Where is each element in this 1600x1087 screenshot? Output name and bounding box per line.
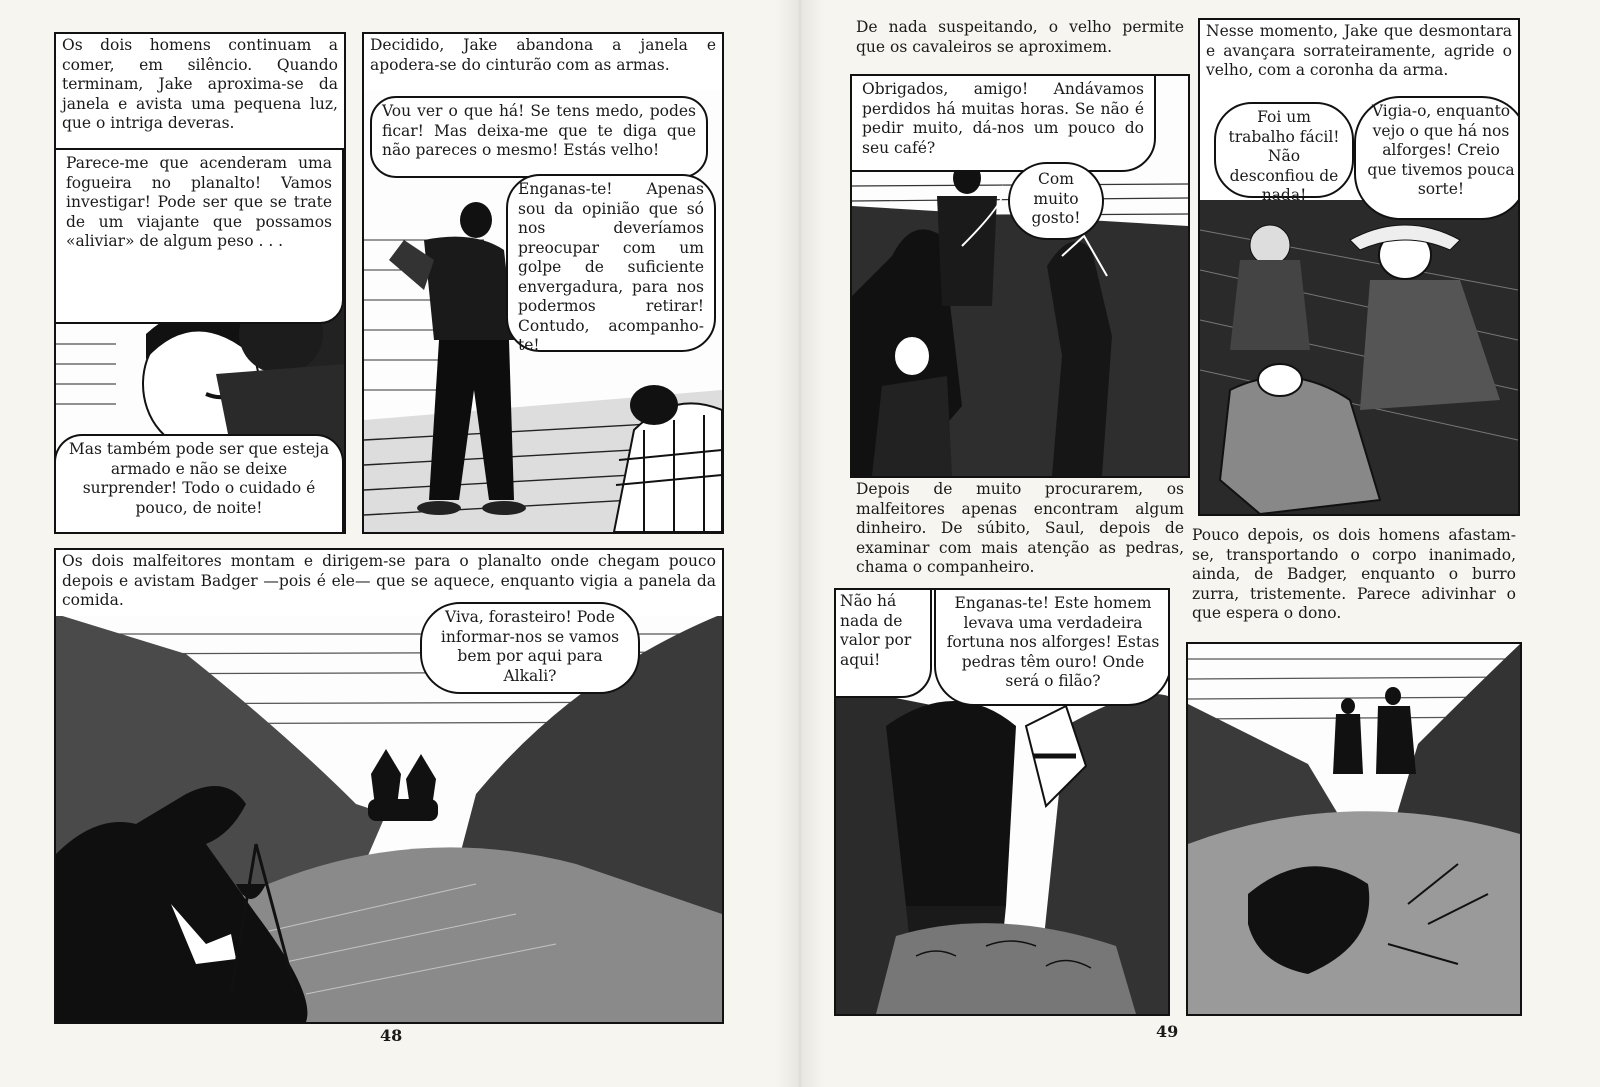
panel-caption: Nesse momento, Jake que desmontara e avançara sorrateiramente, agride o velho, com a coronha da arma. [1206, 22, 1512, 79]
page-number: 48 [380, 1026, 403, 1045]
page-number: 49 [1156, 1022, 1179, 1041]
speech-bubble: Mas também pode ser que esteja armado e não se deixe surprender! Todo o cuidado é pouco, de noite! [54, 434, 344, 532]
illustration-two-men-walking-away [1188, 644, 1520, 1014]
panel-caption: Decidido, Jake abandona a janela e apodera-se do cinturão com as armas. [364, 34, 722, 90]
panel-gold-discovery [834, 588, 1170, 1016]
panel-caption: Os dois homens continuam a comer, em silêncio. Quando terminam, Jake aproxima-se da janela e avista uma pequena luz, que o intriga deveras. [56, 34, 344, 150]
panel-caption: Depois de muito procurarem, os malfeitores apenas encontram algum dinheiro. De súbito, Saul, depois de examinar com mais atenção as pedras, chama o companheiro. [856, 480, 1184, 576]
panel-caption: Pouco depois, os dois homens afastam-se, transportando o corpo inanimado, ainda, de Badger, enquanto o burro zurra, tristemente. Parece adivinhar o que espera o dono. [1192, 526, 1516, 622]
speech-bubble: Parece-me que acenderam uma fogueira no planalto! Vamos investigar! Pode ser que se trate de um viajante que possamos «aliviar» de algum peso . . . [54, 148, 344, 324]
panel-caption: De nada suspeitando, o velho permite que os cavaleiros se aproximem. [856, 18, 1184, 56]
panel-carrying-badger [1186, 520, 1522, 1016]
panel-caption: Os dois malfeitores montam e dirigem-se para o planalto onde chegam pouco depois e avistam Badger —pois é ele— que se aquece, enquanto vigia a panela da comida. [56, 550, 722, 616]
speech-bubble: Foi um trabalho fácil! Não desconfiou de nada! [1214, 102, 1354, 198]
panel-jake-takes-guns [362, 32, 724, 534]
speech-bubble: Com muito gosto! [1008, 162, 1104, 240]
illustration-robbers-search-saddlebags [1200, 200, 1518, 514]
panel-riders-arrive [850, 14, 1190, 588]
illustration-robbers-examine-stones [836, 686, 1168, 1014]
panel-riders-approach-camp [54, 548, 724, 1024]
speech-bubble: Enganas-te! Apenas sou da opinião que só nos deveríamos preocupar com um golpe de suficiente envergadura, para nos podermos retirar! Contudo, acompanho-te! [506, 174, 716, 352]
speech-bubble: Obrigados, amigo! Andávamos perdidos há muitas horas. Se não é pedir muito, dá-nos um pouco do seu café? [850, 74, 1156, 172]
speech-bubble: Vigia-o, enquanto vejo o que há nos alforges! Creio que tivemos pouca sorte! [1354, 96, 1520, 220]
speech-bubble: Não há nada de valor por aqui! [834, 588, 932, 698]
speech-bubble: Vou ver o que há! Se tens medo, podes ficar! Mas deixa-me que te diga que não pareces o mesmo! Estás velho! [370, 96, 708, 178]
comic-page-49 [800, 0, 1600, 1087]
speech-bubble: Enganas-te! Este homem levava uma verdadeira fortuna nos alforges! Estas pedras têm ouro! Onde será o filão? [934, 588, 1170, 706]
panel-window-scene [54, 32, 346, 534]
speech-bubble: Viva, forasteiro! Pode informar-nos se vamos bem por aqui para Alkali? [420, 602, 640, 694]
panel-frame [850, 74, 1190, 478]
panel-old-man-knocked-out [1198, 18, 1520, 516]
panel-frame [1186, 642, 1522, 1016]
